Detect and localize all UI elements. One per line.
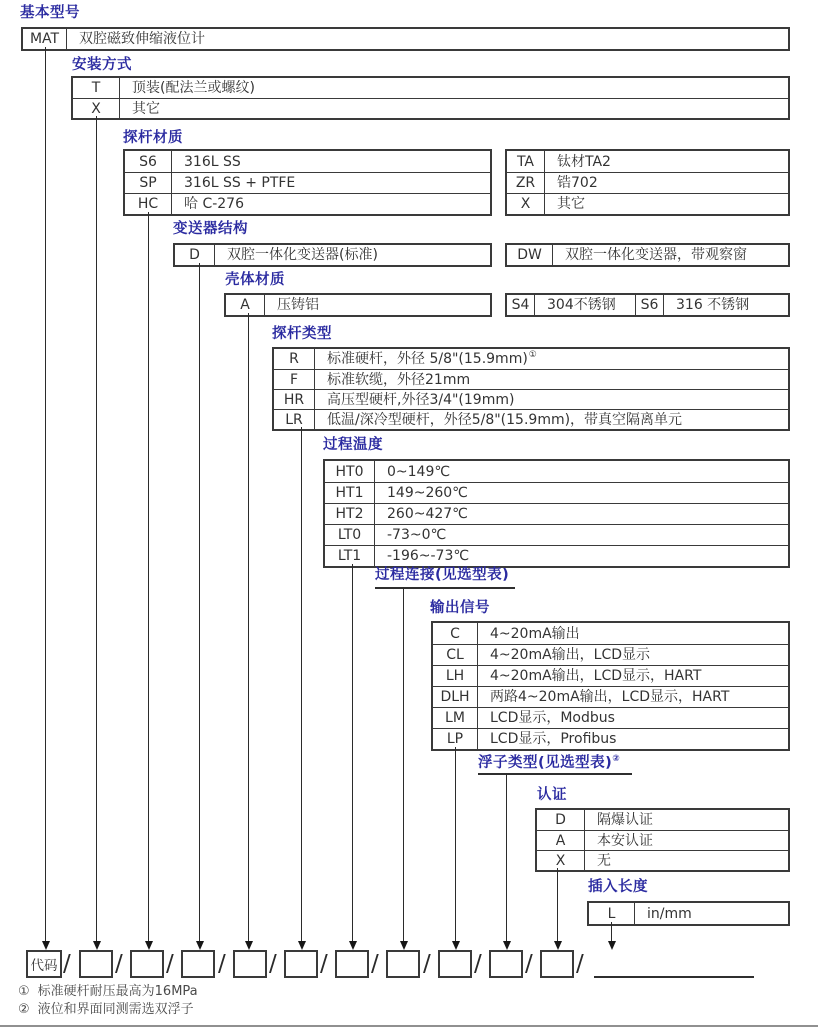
code-cell xyxy=(433,708,478,728)
separator-slash: / xyxy=(63,951,71,977)
desc-value: -196~-73℃ xyxy=(387,548,470,564)
section-heading-label: 壳体材质 xyxy=(225,272,285,288)
code-value: LT1 xyxy=(337,548,362,564)
table-row xyxy=(325,482,788,503)
code-value: ZR xyxy=(515,175,536,191)
down-arrow-icon xyxy=(554,941,562,950)
code-value: D xyxy=(555,812,566,828)
down-arrow-icon xyxy=(452,941,460,950)
code-cell xyxy=(507,194,545,214)
desc-cell xyxy=(375,483,788,503)
desc-value: -73~0℃ xyxy=(387,527,447,543)
code-cell xyxy=(125,151,172,172)
down-arrow-icon xyxy=(298,941,306,950)
connector-line xyxy=(45,47,46,941)
code-box-2 xyxy=(130,950,164,978)
separator-slash: / xyxy=(423,951,431,977)
separator-slash: / xyxy=(115,951,123,977)
desc-cell xyxy=(553,245,788,265)
code-label: 代码 xyxy=(30,958,58,974)
section-heading-basic-model xyxy=(20,6,80,21)
table-row xyxy=(274,369,788,389)
code-value: LM xyxy=(445,710,465,726)
code-box-10 xyxy=(540,950,574,978)
code-value: LR xyxy=(285,411,303,428)
desc-cell xyxy=(664,295,788,315)
desc-value: 钛材TA2 xyxy=(557,153,611,170)
section-heading-certification xyxy=(537,788,567,803)
down-arrow-icon xyxy=(93,941,101,950)
connector-line xyxy=(611,922,612,941)
desc-cell xyxy=(172,151,490,172)
desc-cell xyxy=(215,245,490,265)
section-heading-label: 过程温度 xyxy=(323,437,383,453)
code-cell xyxy=(274,349,315,369)
separator-slash: / xyxy=(525,951,533,977)
code-value: S4 xyxy=(511,297,530,313)
code-cell xyxy=(325,483,375,503)
desc-value: 316L SS xyxy=(184,153,241,170)
separator-slash: / xyxy=(320,951,328,977)
code-cell xyxy=(274,410,315,429)
desc-cell xyxy=(545,151,788,172)
connector-line xyxy=(352,564,353,941)
desc-cell xyxy=(585,851,788,870)
section-heading-label: 输出信号 xyxy=(430,600,490,616)
desc-value: 0~149℃ xyxy=(387,463,451,480)
code-cell xyxy=(73,78,120,98)
desc-cell xyxy=(545,173,788,193)
section-heading-label: 变送器结构 xyxy=(173,221,248,237)
code-cell xyxy=(537,810,585,830)
housing-material-side-table xyxy=(505,293,790,317)
transmitter-structure-table xyxy=(173,243,492,267)
table-row xyxy=(325,545,788,566)
code-value: A xyxy=(240,297,250,313)
code-box-4 xyxy=(233,950,267,978)
code-value: S6 xyxy=(640,297,659,313)
code-value: TA xyxy=(516,153,535,170)
code-value: MAT xyxy=(29,31,60,47)
footnote-ref: ① xyxy=(528,349,537,360)
code-cell xyxy=(274,370,315,389)
code-cell xyxy=(537,831,585,850)
code-cell xyxy=(507,151,545,172)
code-label-box xyxy=(26,950,62,978)
code-value: T xyxy=(91,80,101,96)
desc-value: 双腔一体化变送器，带观察窗 xyxy=(565,247,747,263)
table-row xyxy=(537,850,788,870)
code-cell xyxy=(325,504,375,524)
code-value: L xyxy=(607,905,616,922)
mounting-table xyxy=(71,76,790,120)
output-signal-table xyxy=(431,621,790,751)
code-cell xyxy=(175,245,215,265)
connector-line xyxy=(403,587,404,941)
table-row xyxy=(175,245,490,265)
table-row xyxy=(73,78,788,98)
connector-line xyxy=(301,427,302,941)
table-row xyxy=(433,686,788,707)
desc-cell xyxy=(172,194,490,214)
separator-slash: / xyxy=(474,951,482,977)
footnote-2 xyxy=(18,1002,194,1018)
code-value: LT0 xyxy=(337,527,362,543)
footnote-ref: ② xyxy=(612,754,621,764)
desc-cell xyxy=(478,729,788,749)
section-heading-label: 安装方式 xyxy=(72,57,132,73)
code-value: A xyxy=(555,832,566,849)
code-cell xyxy=(325,461,375,482)
desc-value: 低温/深冷型硬杆，外径5/8"(15.9mm)，带真空隔离单元 xyxy=(327,411,683,428)
connector-line xyxy=(248,313,249,941)
code-value: X xyxy=(520,196,531,212)
probe-type-table xyxy=(272,347,790,431)
desc-value: 4~20mA输出 xyxy=(490,625,580,642)
desc-value: 高压型硬杆,外径3/4"(19mm) xyxy=(327,391,515,408)
desc-value: LCD显示，Modbus xyxy=(490,710,615,726)
desc-value: 双腔磁致伸缩液位计 xyxy=(79,31,205,47)
code-value: S6 xyxy=(139,153,157,170)
desc-value: 其它 xyxy=(132,100,160,117)
desc-cell xyxy=(67,29,788,49)
code-value: SP xyxy=(139,175,157,191)
section-heading-process-connection xyxy=(375,568,509,583)
table-row xyxy=(73,98,788,118)
section-heading-label: 认证 xyxy=(537,787,567,803)
desc-cell xyxy=(375,546,788,566)
desc-cell xyxy=(315,390,788,409)
code-cell xyxy=(325,525,375,545)
down-arrow-icon xyxy=(349,941,357,950)
length-fill-line xyxy=(594,976,754,978)
desc-cell xyxy=(172,173,490,193)
code-value: R xyxy=(289,351,299,367)
desc-value: 锆702 xyxy=(557,175,598,191)
probe-material-side-table xyxy=(505,149,790,216)
table-row xyxy=(537,830,788,850)
code-cell xyxy=(226,295,265,315)
code-cell xyxy=(433,729,478,749)
code-box-1 xyxy=(79,950,113,978)
desc-value: in/mm xyxy=(647,905,692,922)
table-row xyxy=(125,172,490,193)
code-value: X xyxy=(555,852,566,869)
desc-cell xyxy=(120,99,788,118)
desc-cell xyxy=(375,525,788,545)
code-value: LH xyxy=(445,668,465,684)
section-heading-label: 探杆材质 xyxy=(123,130,183,146)
section-heading-probe-type xyxy=(272,327,332,342)
desc-value: 标准硬杆，外径 5/8"(15.9mm) xyxy=(327,351,528,367)
code-value: D xyxy=(189,247,200,263)
code-value: CL xyxy=(446,647,464,663)
table-row xyxy=(274,409,788,429)
desc-value: 无 xyxy=(597,852,611,869)
code-value: LP xyxy=(446,731,464,747)
code-cell xyxy=(636,295,664,315)
table-row xyxy=(325,503,788,524)
code-value: HT0 xyxy=(335,463,364,480)
code-cell xyxy=(433,687,478,707)
code-cell xyxy=(23,29,67,49)
desc-value: 304不锈钢 xyxy=(547,297,616,313)
code-cell xyxy=(507,245,553,265)
down-arrow-icon xyxy=(42,941,50,950)
desc-cell xyxy=(585,831,788,850)
process-temperature-table xyxy=(323,459,790,568)
section-heading-output-signal xyxy=(430,601,490,616)
down-arrow-icon xyxy=(503,941,511,950)
desc-cell xyxy=(545,194,788,214)
desc-cell xyxy=(375,504,788,524)
desc-cell xyxy=(315,349,788,369)
table-row xyxy=(433,665,788,686)
code-box-5 xyxy=(284,950,318,978)
desc-cell xyxy=(265,295,490,315)
heading-underline xyxy=(375,587,515,589)
down-arrow-icon xyxy=(608,941,616,950)
desc-value: 标准软缆，外径21mm xyxy=(327,371,471,388)
code-cell xyxy=(589,903,635,924)
section-heading-housing-material xyxy=(225,273,285,288)
connector-line xyxy=(96,116,97,941)
code-cell xyxy=(537,851,585,870)
code-value: HC xyxy=(137,196,159,212)
table-row xyxy=(507,245,788,265)
section-heading-label: 基本型号 xyxy=(20,5,80,21)
basic-model-table xyxy=(21,27,790,51)
code-value: C xyxy=(450,625,460,642)
code-value: HT2 xyxy=(335,506,364,522)
separator-slash: / xyxy=(166,951,174,977)
down-arrow-icon xyxy=(196,941,204,950)
table-row xyxy=(589,903,788,924)
table-row xyxy=(507,295,788,315)
table-row xyxy=(325,461,788,482)
code-cell xyxy=(274,390,315,409)
section-heading-label: 过程连接(见选型表) xyxy=(375,567,510,583)
table-row xyxy=(23,29,788,49)
footnote-1 xyxy=(18,984,198,1000)
desc-cell xyxy=(375,461,788,482)
code-cell xyxy=(125,194,172,214)
separator-slash: / xyxy=(371,951,379,977)
table-row xyxy=(226,295,490,315)
code-box-7 xyxy=(386,950,420,978)
table-row xyxy=(507,193,788,214)
desc-cell xyxy=(315,370,788,389)
code-cell xyxy=(433,666,478,686)
desc-value: LCD显示，Profibus xyxy=(490,731,617,747)
desc-value: 隔爆认证 xyxy=(597,812,653,828)
code-cell xyxy=(507,173,545,193)
connector-line xyxy=(199,263,200,941)
desc-value: 顶装(配法兰或螺纹) xyxy=(132,80,255,96)
desc-cell xyxy=(535,295,636,315)
code-cell xyxy=(507,295,535,315)
code-value: HT1 xyxy=(335,485,364,501)
desc-cell xyxy=(585,810,788,830)
section-heading-float-type xyxy=(478,752,620,771)
desc-cell xyxy=(635,903,788,924)
transmitter-structure-side-table xyxy=(505,243,790,267)
table-row xyxy=(433,728,788,749)
heading-underline xyxy=(478,773,632,775)
separator-slash: / xyxy=(269,951,277,977)
section-heading-transmitter-structure xyxy=(173,222,248,237)
table-row xyxy=(507,151,788,172)
desc-cell xyxy=(478,687,788,707)
probe-material-table xyxy=(123,149,492,216)
down-arrow-icon xyxy=(245,941,253,950)
certification-table xyxy=(535,808,790,872)
desc-value: 本安认证 xyxy=(597,832,653,849)
code-value: DW xyxy=(517,247,542,263)
desc-cell xyxy=(120,78,788,98)
table-row xyxy=(325,524,788,545)
down-arrow-icon xyxy=(400,941,408,950)
code-box-8 xyxy=(438,950,472,978)
table-row xyxy=(274,349,788,369)
section-heading-label: 插入长度 xyxy=(588,879,648,895)
code-cell xyxy=(125,173,172,193)
housing-material-table xyxy=(224,293,492,317)
section-heading-mounting xyxy=(72,58,132,73)
table-row xyxy=(125,193,490,214)
section-heading-label: 浮子类型(见选型表) xyxy=(478,754,613,771)
connector-line xyxy=(148,212,149,941)
desc-value: 316 不锈钢 xyxy=(676,297,750,313)
footnote-marker: ① xyxy=(18,984,30,999)
table-row xyxy=(274,389,788,409)
footnote-text: 标准硬杆耐压最高为16MPa xyxy=(37,984,198,999)
table-row xyxy=(433,644,788,665)
desc-cell xyxy=(478,666,788,686)
code-value: F xyxy=(289,371,299,388)
down-arrow-icon xyxy=(145,941,153,950)
code-cell xyxy=(325,546,375,566)
table-row xyxy=(433,623,788,644)
connector-line xyxy=(557,868,558,941)
desc-value: 149~260℃ xyxy=(387,485,468,501)
code-cell xyxy=(433,645,478,665)
footnote-marker: ② xyxy=(18,1002,30,1017)
connector-line xyxy=(455,747,456,941)
section-heading-process-temperature xyxy=(323,438,383,453)
separator-slash: / xyxy=(218,951,226,977)
desc-value: 260~427℃ xyxy=(387,506,468,522)
desc-cell xyxy=(478,708,788,728)
code-value: X xyxy=(91,100,101,117)
table-row xyxy=(537,810,788,830)
insertion-length-table xyxy=(587,901,790,926)
desc-value: 哈 C-276 xyxy=(184,196,244,212)
desc-value: 两路4~20mA输出，LCD显示，HART xyxy=(490,689,730,705)
footnote-text: 液位和界面同测需选双浮子 xyxy=(37,1002,194,1017)
code-value: DLH xyxy=(440,689,470,705)
desc-value: 压铸铝 xyxy=(277,297,319,313)
separator-slash: / xyxy=(576,951,584,977)
table-row xyxy=(125,151,490,172)
section-heading-probe-material xyxy=(123,131,183,146)
desc-cell xyxy=(478,645,788,665)
code-value: HR xyxy=(283,391,305,408)
desc-value: 4~20mA输出，LCD显示，HART xyxy=(490,668,702,684)
page-bottom-rule xyxy=(0,1025,818,1027)
connector-line xyxy=(506,773,507,941)
desc-value: 其它 xyxy=(557,196,585,212)
code-box-3 xyxy=(181,950,215,978)
section-heading-insertion-length xyxy=(588,880,648,895)
table-row xyxy=(433,707,788,728)
table-row xyxy=(507,172,788,193)
desc-cell xyxy=(478,623,788,644)
desc-cell xyxy=(315,410,788,429)
code-cell xyxy=(433,623,478,644)
desc-value: 316L SS + PTFE xyxy=(184,175,296,191)
code-box-9 xyxy=(489,950,523,978)
section-heading-label: 探杆类型 xyxy=(272,326,332,342)
desc-value: 4~20mA输出，LCD显示 xyxy=(490,647,651,663)
code-box-6 xyxy=(335,950,369,978)
desc-value: 双腔一体化变送器(标准) xyxy=(227,247,378,263)
